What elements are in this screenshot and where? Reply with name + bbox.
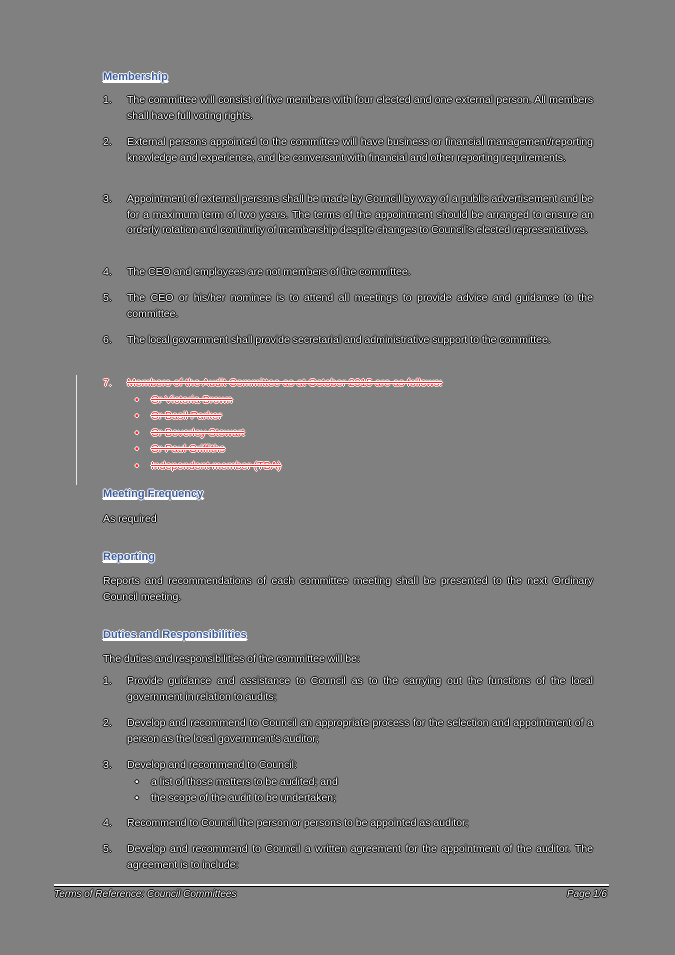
item-number: 7. [103, 377, 112, 389]
item-number: 5. [103, 292, 112, 304]
heading-reporting: Reporting [103, 551, 155, 563]
duties-item-2 [103, 716, 593, 747]
item-number: 1. [103, 675, 112, 687]
revision-change-bar [76, 375, 77, 485]
bullet-item: • the scope of the audit to be undertaken; [127, 790, 593, 807]
member-list-item: • Cr Victoria Brown [127, 392, 593, 409]
item-number: 2. [103, 717, 112, 729]
item-number: 4. [103, 817, 112, 829]
item-number: 4. [103, 266, 112, 278]
membership-item-2 [103, 135, 593, 166]
membership-item-7-deleted [103, 375, 593, 474]
item-text: Develop and recommend to Council an appropriate process for the selection and appointment of a person as the local government's auditor; [127, 717, 593, 745]
meeting-frequency-text: As required [103, 513, 157, 525]
footer-divider [54, 884, 609, 887]
item-text: Provide guidance and assistance to Council as to the carrying out the functions of the local government in relation to audits; [127, 675, 593, 703]
member-list [127, 392, 593, 475]
item-number: 6. [103, 334, 112, 346]
item-number: 1. [103, 94, 112, 106]
member-list-item: • Cr Beverley Stewart [127, 425, 593, 442]
item-text: Members of the Audit Committee as at October 2015 are as follows: [127, 377, 443, 389]
bullet-item: • a list of those matters to be audited; and [127, 774, 593, 791]
member-list-item: • Cr Paul Griffiths [127, 441, 593, 458]
item-text: Develop and recommend to Council: [127, 759, 297, 771]
item-number: 3. [103, 193, 112, 205]
reporting-text: Reports and recommendations of each committee meeting shall be presented to the next Ordinary Council meeting. [103, 575, 593, 603]
membership-item-3 [103, 192, 593, 239]
item-text: The committee will consist of five members with four elected and one external person. All members shall have full voting rights. [127, 94, 593, 122]
item-text: The CEO and employees are not members of the committee. [127, 266, 411, 278]
duties-item-4 [103, 816, 593, 832]
item-number: 2. [103, 136, 112, 148]
footer-document-title: Terms of Reference: Council Committees [54, 889, 237, 900]
item-number: 3. [103, 759, 112, 771]
duties-bullet-list [127, 774, 593, 807]
heading-meeting-frequency: Meeting Frequency [103, 488, 204, 500]
item-text: Develop and recommend to Council a written agreement for the appointment of the auditor. The agreement is to include: [127, 843, 593, 871]
duties-item-5 [103, 842, 593, 873]
membership-item-1 [103, 93, 593, 124]
membership-item-4 [103, 265, 593, 281]
item-number: 5. [103, 843, 112, 855]
membership-item-6 [103, 333, 593, 349]
membership-item-5 [103, 291, 593, 322]
heading-duties: Duties and Responsibilities [103, 629, 247, 641]
item-text: External persons appointed to the committee will have business or financial management/reporting knowledge and experience, and be conversant with financial and other reporting requirements. [127, 136, 593, 164]
footer-page-number: Page 1/6 [566, 889, 607, 900]
item-text: The CEO or his/her nominee is to attend all meetings to provide advice and guidance to the committee. [127, 292, 593, 320]
heading-membership: Membership [103, 71, 168, 83]
duties-item-3 [103, 758, 593, 807]
item-text: The local government shall provide secretarial and administrative support to the committee. [127, 334, 551, 346]
member-list-item: • Cr Basil Parker [127, 408, 593, 425]
member-list-item: • Independent member (TBA) [127, 458, 593, 475]
duties-item-1 [103, 674, 593, 705]
item-text: Recommend to Council the person or persons to be appointed as auditor; [127, 817, 469, 829]
duties-intro: The duties and responsibilities of the committee will be: [103, 653, 360, 665]
item-text: Appointment of external persons shall be made by Council by way of a public advertisement and be for a maximum term of two years. The terms of the appointment should be arranged to ensure an orderly rotation and continuity of membership despite changes to Council's elected representatives. [127, 193, 593, 236]
